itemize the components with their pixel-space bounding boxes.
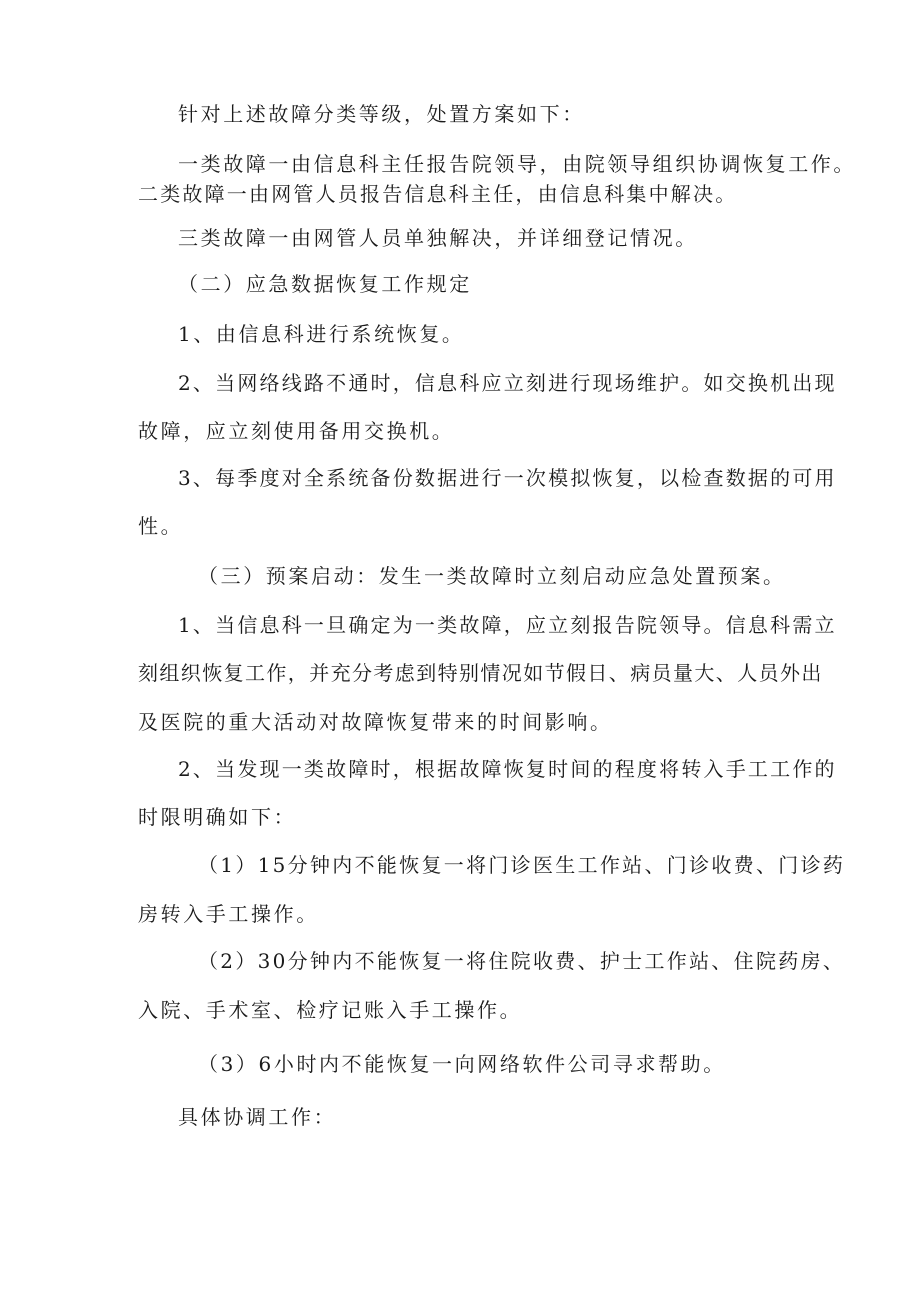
section3-item2-line2: 时限明确如下： bbox=[138, 805, 297, 829]
section3-sub2-line1: （2）30分钟内不能恢复一将住院收费、护士工作站、住院药房、 bbox=[198, 949, 846, 973]
section3-sub2-line2: 入院、手术室、检疗记账入手工操作。 bbox=[138, 998, 523, 1022]
level1-paragraph: 一类故障一由信息科主任报告院领导，由院领导组织协调恢复工作。 bbox=[178, 152, 856, 176]
level2-paragraph: 二类故障一由网管人员报告信息科主任，由信息科集中解决。 bbox=[138, 182, 738, 206]
closing-paragraph: 具体协调工作： bbox=[178, 1105, 337, 1129]
section3-item1-line1: 1、当信息科一旦确定为一类故障，应立刻报告院领导。信息科需立 bbox=[178, 613, 837, 637]
section3-sub1-line1: （1）15分钟内不能恢复一将门诊医生工作站、门诊收费、门诊药 bbox=[198, 853, 846, 877]
section3-item1-line2: 刻组织恢复工作，并充分考虑到特别情况如节假日、病员量大、人员外出 bbox=[138, 661, 823, 685]
level3-paragraph: 三类故障一由网管人员单独解决，并详细登记情况。 bbox=[178, 226, 698, 250]
section3-sub1-line2: 房转入手工操作。 bbox=[138, 902, 319, 926]
section2-item2-line2: 故障，应立刻使用备用交换机。 bbox=[138, 419, 455, 443]
section3-item1-line3: 及医院的重大活动对故障恢复带来的时间影响。 bbox=[138, 710, 613, 734]
section2-item3-line1: 3、每季度对全系统备份数据进行一次模拟恢复，以检查数据的可用 bbox=[178, 466, 837, 490]
section2-item1: 1、由信息科进行系统恢复。 bbox=[178, 322, 465, 346]
section3-item2-line1: 2、当发现一类故障时，根据故障恢复时间的程度将转入手工工作的 bbox=[178, 757, 837, 781]
section3-sub3: （3）6小时内不能恢复一向网络软件公司寻求帮助。 bbox=[198, 1052, 726, 1076]
section2-item2-line1: 2、当网络线路不通时，信息科应立刻进行现场维护。如交换机出现 bbox=[178, 371, 837, 395]
section2-item3-line2: 性。 bbox=[138, 514, 184, 538]
section3-heading: （三）预案启动：发生一类故障时立刻启动应急处置预案。 bbox=[198, 564, 786, 588]
intro-paragraph: 针对上述故障分类等级，处置方案如下： bbox=[178, 102, 585, 126]
section2-heading: （二）应急数据恢复工作规定 bbox=[178, 272, 472, 296]
